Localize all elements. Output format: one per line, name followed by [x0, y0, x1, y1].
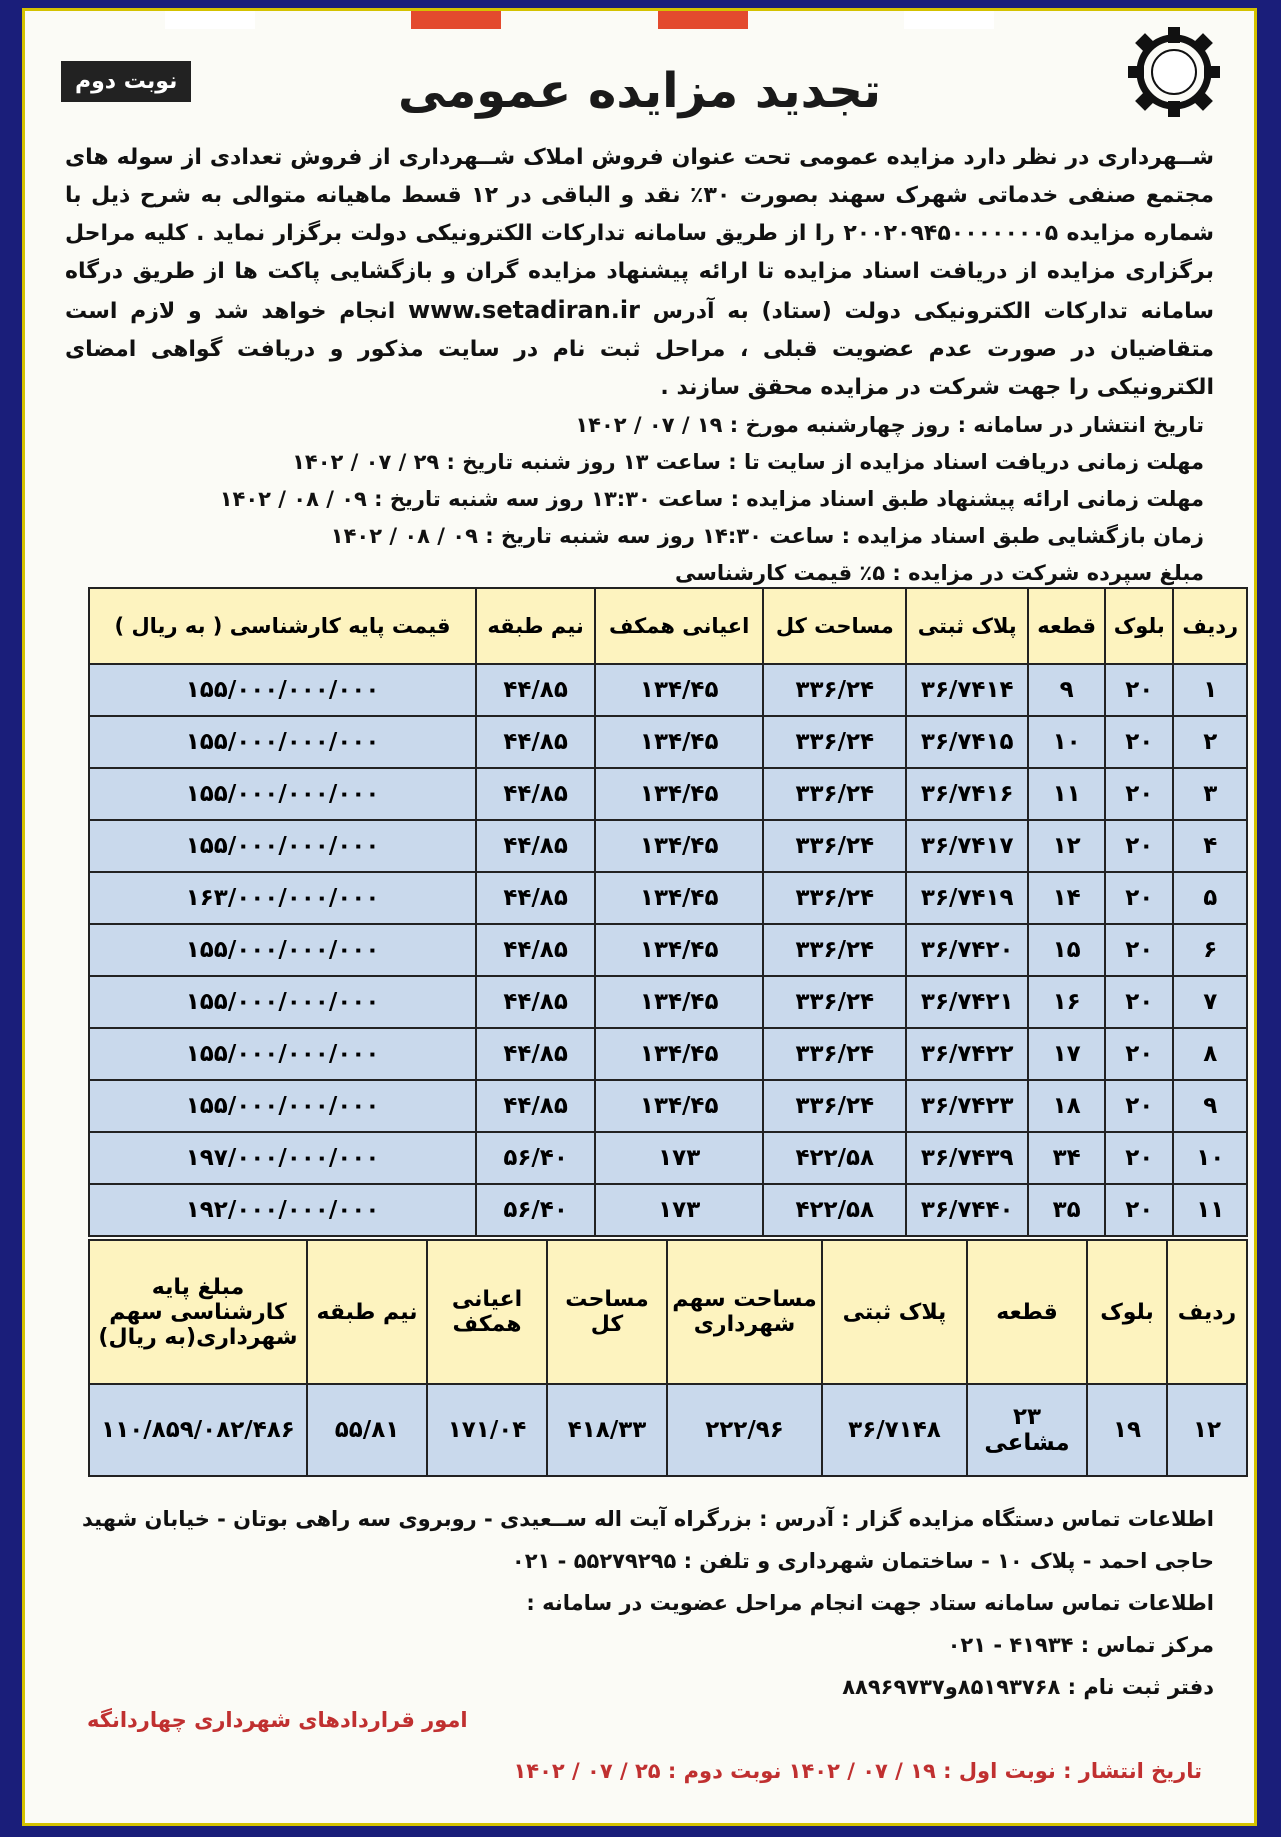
table-cell: ۳۶/۷۴۱۵	[906, 716, 1028, 768]
properties-table-body	[89, 664, 1247, 1236]
table-cell: ۳۶/۷۴۱۴	[906, 664, 1028, 716]
table-cell: ۱۶	[1028, 976, 1105, 1028]
table-cell: ۱۳۴/۴۵	[595, 872, 763, 924]
col-block: بلوک	[1087, 1240, 1167, 1384]
table-cell: ۳۳۶/۲۴	[763, 820, 906, 872]
table-cell: ۲۰	[1105, 664, 1173, 716]
table-cell: ۵۶/۴۰	[476, 1184, 595, 1236]
table-cell: ۴۱۸/۳۳	[547, 1384, 667, 1476]
table-cell: ۳۳۶/۲۴	[763, 1080, 906, 1132]
table-cell: ۲۰	[1105, 1028, 1173, 1080]
info-offer-deadline: مهلت زمانی ارائه پیشنهاد طبق اسناد مزایده : ساعت ۱۳:۳۰ روز سه شنبه تاریخ : ۰۹ / ۰۸ / ۱۴۰۲	[219, 487, 1204, 511]
table-cell: ۳۶/۷۴۲۰	[906, 924, 1028, 976]
table-cell: ۲۰	[1105, 820, 1173, 872]
col-ground-floor: اعیانی همکف	[427, 1240, 547, 1384]
table-cell: ۵۵/۸۱	[307, 1384, 427, 1476]
col-registry-plate: پلاک ثبتی	[906, 588, 1028, 664]
table-row	[89, 1028, 1247, 1080]
notice-frame	[22, 8, 1257, 1826]
table-cell: ۱۲	[1167, 1384, 1247, 1476]
table-row	[89, 664, 1247, 716]
table-cell: ۴۴/۸۵	[476, 820, 595, 872]
table-cell: ۱۷۳	[595, 1184, 763, 1236]
col-row-number: ردیف	[1173, 588, 1247, 664]
col-row-number: ردیف	[1167, 1240, 1247, 1384]
table-cell: ۳۶/۷۴۳۹	[906, 1132, 1028, 1184]
table-row	[89, 820, 1247, 872]
table-row	[89, 924, 1247, 976]
table-row	[89, 716, 1247, 768]
table-cell: ۳۶/۷۴۴۰	[906, 1184, 1028, 1236]
table-row	[89, 976, 1247, 1028]
website-link[interactable]: www.setadiran.ir	[407, 296, 640, 324]
table-cell: ۴۴/۸۵	[476, 872, 595, 924]
table-cell: ۳۶/۷۴۱۷	[906, 820, 1028, 872]
table-row	[89, 1184, 1247, 1236]
table-row	[89, 1384, 1247, 1476]
table-cell: ۱۱	[1028, 768, 1105, 820]
color-block	[165, 11, 255, 29]
table-cell: ۹	[1028, 664, 1105, 716]
table-cell: ۴۴/۸۵	[476, 924, 595, 976]
table-cell: ۲۰	[1105, 1132, 1173, 1184]
contact-registration-office: دفتر ثبت نام : ۸۵۱۹۳۷۶۸و۸۸۹۶۹۷۳۷	[842, 1675, 1214, 1699]
table-cell: ۱۱	[1173, 1184, 1247, 1236]
table-cell: ۱۳۴/۴۵	[595, 820, 763, 872]
intro-paragraph	[65, 139, 1214, 407]
color-block	[411, 11, 501, 29]
table-cell: ۱۵۵/۰۰۰/۰۰۰/۰۰۰	[89, 820, 476, 872]
table-cell: ۳	[1173, 768, 1247, 820]
table-header-row	[89, 1240, 1247, 1384]
table-cell: ۵۶/۴۰	[476, 1132, 595, 1184]
intro-text-2: انجام خواهد شد و لازم است متقاضیان در صورت عدم عضویت قبلی ، مراحل ثبت نام در سایت مذکور و دریافت گواهی امضای الکترونیکی را جهت شرکت در مزایده محقق سازند .	[65, 299, 1214, 400]
table-cell: ۱۹۲/۰۰۰/۰۰۰/۰۰۰	[89, 1184, 476, 1236]
table-cell: ۱۴	[1028, 872, 1105, 924]
col-mezzanine: نیم طبقه	[307, 1240, 427, 1384]
table-cell: ۲۰	[1105, 976, 1173, 1028]
table-cell: ۳۶/۷۱۴۸	[822, 1384, 967, 1476]
table-cell: ۴۴/۸۵	[476, 1080, 595, 1132]
table-cell: ۱۵۵/۰۰۰/۰۰۰/۰۰۰	[89, 976, 476, 1028]
table-header-row	[89, 588, 1247, 664]
col-municipal-share-area: مساحت سهم شهرداری	[667, 1240, 822, 1384]
table-cell: ۳۶/۷۴۲۱	[906, 976, 1028, 1028]
contact-info	[65, 1498, 1214, 1708]
page-title: تجدید مزایده عمومی	[398, 63, 881, 119]
col-total-area: مساحت کل	[547, 1240, 667, 1384]
table-cell: ۹	[1173, 1080, 1247, 1132]
table-cell: ۵	[1173, 872, 1247, 924]
table-cell: ۳۳۶/۲۴	[763, 768, 906, 820]
table-cell: ۱۷۱/۰۴	[427, 1384, 547, 1476]
table-cell: ۲۰	[1105, 716, 1173, 768]
table-cell: ۲۰	[1105, 924, 1173, 976]
color-block	[658, 11, 748, 29]
table-cell: ۳۶/۷۴۱۶	[906, 768, 1028, 820]
table-cell: ۲۲۲/۹۶	[667, 1384, 822, 1476]
table-cell: ۱۹۷/۰۰۰/۰۰۰/۰۰۰	[89, 1132, 476, 1184]
table-cell: ۴۴/۸۵	[476, 664, 595, 716]
col-mezzanine: نیم طبقه	[476, 588, 595, 664]
table-cell: ۶	[1173, 924, 1247, 976]
table-cell: ۱۵۵/۰۰۰/۰۰۰/۰۰۰	[89, 1080, 476, 1132]
table-cell: ۱۵۵/۰۰۰/۰۰۰/۰۰۰	[89, 664, 476, 716]
round-badge: نوبت دوم	[61, 61, 191, 102]
shared-property-table-body	[89, 1384, 1247, 1476]
info-doc-deadline: مهلت زمانی دریافت اسناد مزایده از سایت تا : ساعت ۱۳ روز شنبه تاریخ : ۲۹ / ۰۷ / ۱۴۰۲	[292, 450, 1204, 474]
table-cell: ۳۳۶/۲۴	[763, 872, 906, 924]
table-row	[89, 1132, 1247, 1184]
properties-table	[88, 587, 1248, 1237]
table-cell: ۳۳۶/۲۴	[763, 716, 906, 768]
table-cell: ۴۴/۸۵	[476, 716, 595, 768]
info-opening-time: زمان بازگشایی طبق اسناد مزایده : ساعت ۱۴:۳۰ روز سه شنبه تاریخ : ۰۹ / ۰۸ / ۱۴۰۲	[330, 524, 1204, 548]
table-cell: ۴	[1173, 820, 1247, 872]
table-row	[89, 768, 1247, 820]
table-cell: ۱۵۵/۰۰۰/۰۰۰/۰۰۰	[89, 924, 476, 976]
table-cell: ۱۰	[1028, 716, 1105, 768]
table-cell: ۱۳۴/۴۵	[595, 976, 763, 1028]
info-publish-date: تاریخ انتشار در سامانه : روز چهارشنبه مورخ : ۱۹ / ۰۷ / ۱۴۰۲	[575, 413, 1204, 437]
table-cell: ۱۳۴/۴۵	[595, 1080, 763, 1132]
table-cell: ۱۳۴/۴۵	[595, 768, 763, 820]
table-cell: ۲۰	[1105, 1080, 1173, 1132]
table-cell: ۱۵۵/۰۰۰/۰۰۰/۰۰۰	[89, 768, 476, 820]
table-cell: ۴۴/۸۵	[476, 768, 595, 820]
publish-dates: تاریخ انتشار : نوبت اول : ۱۹ / ۰۷ / ۱۴۰۲ نوبت دوم : ۲۵ / ۰۷ / ۱۴۰۲	[513, 1759, 1202, 1783]
table-cell: ۴۲۲/۵۸	[763, 1184, 906, 1236]
contact-call-center: مرکز تماس : ۴۱۹۳۴ - ۰۲۱	[947, 1633, 1214, 1657]
table-cell: ۱۹	[1087, 1384, 1167, 1476]
col-total-area: مساحت کل	[763, 588, 906, 664]
table-cell: ۷	[1173, 976, 1247, 1028]
table-cell: ۱۱۰/۸۵۹/۰۸۲/۴۸۶	[89, 1384, 307, 1476]
table-cell: ۱۳۴/۴۵	[595, 716, 763, 768]
table-cell: ۳۳۶/۲۴	[763, 924, 906, 976]
table-cell: ۱۰	[1173, 1132, 1247, 1184]
table-cell: ۱۷	[1028, 1028, 1105, 1080]
color-strip	[165, 11, 994, 33]
table-cell: ۳۶/۷۴۱۹	[906, 872, 1028, 924]
col-lot: قطعه	[1028, 588, 1105, 664]
table-cell: ۱۵	[1028, 924, 1105, 976]
table-cell: ۱۲	[1028, 820, 1105, 872]
table-cell: ۳۶/۷۴۲۲	[906, 1028, 1028, 1080]
table-row	[89, 1080, 1247, 1132]
table-cell: ۱۸	[1028, 1080, 1105, 1132]
table-cell: ۳۳۶/۲۴	[763, 1028, 906, 1080]
table-cell: ۲۳ مشاعی	[967, 1384, 1087, 1476]
color-block	[904, 11, 994, 29]
table-cell: ۳۴	[1028, 1132, 1105, 1184]
table-cell: ۳۳۶/۲۴	[763, 664, 906, 716]
col-base-price: قیمت پایه کارشناسی ( به ریال )	[89, 588, 476, 664]
col-ground-floor: اعیانی همکف	[595, 588, 763, 664]
table-cell: ۳۳۶/۲۴	[763, 976, 906, 1028]
table-cell: ۴۴/۸۵	[476, 1028, 595, 1080]
col-registry-plate: پلاک ثبتی	[822, 1240, 967, 1384]
table-cell: ۲۰	[1105, 768, 1173, 820]
table-cell: ۳۵	[1028, 1184, 1105, 1236]
table-cell: ۱۶۳/۰۰۰/۰۰۰/۰۰۰	[89, 872, 476, 924]
table-cell: ۱	[1173, 664, 1247, 716]
contact-address: اطلاعات تماس دستگاه مزایده گزار : آدرس : بزرگراه آیت اله ســعیدی - روبروی سه راهی بوتان - خیابان شهید حاجی احمد - پلاک ۱۰ - ساختمان شهرداری و تلفن : ۵۵۲۷۹۲۹۵ - ۰۲۱	[82, 1507, 1214, 1573]
table-cell: ۲۰	[1105, 872, 1173, 924]
col-base-price: مبلغ پایه کارشناسی سهم شهرداری(به ریال)	[89, 1240, 307, 1384]
col-block: بلوک	[1105, 588, 1173, 664]
table-cell: ۸	[1173, 1028, 1247, 1080]
info-deposit: مبلغ سپرده شرکت در مزایده : ۵٪ قیمت کارشناسی	[674, 561, 1204, 585]
table-cell: ۱۳۴/۴۵	[595, 924, 763, 976]
table-cell: ۱۳۴/۴۵	[595, 1028, 763, 1080]
table-cell: ۲۰	[1105, 1184, 1173, 1236]
intro-text-1: شــهرداری در نظر دارد مزایده عمومی تحت عنوان فروش املاک شــهرداری از فروش تعدادی از سوله های مجتمع صنفی خدماتی شهرک سهند بصورت ۳۰٪ نقد و الباقی در ۱۲ قسط ماهیانه متوالی به شرح ذیل با شماره مزایده ۲۰۰۲۰۹۴۵۰۰۰۰۰۰۰۵ را از طریق سامانه تدارکات الکترونیکی دولت برگزار نماید . کلیه مراحل برگزاری مزایده از دریافت اسناد مزایده تا ارائه پیشنهاد مزایده گران و بازگشایی پاکت ها از طریق درگاه سامانه تدارکات الکترونیکی دولت (ستاد) به آدرس	[65, 145, 1215, 324]
table-cell: ۴۲۲/۵۸	[763, 1132, 906, 1184]
col-lot: قطعه	[967, 1240, 1087, 1384]
table-cell: ۳۶/۷۴۲۳	[906, 1080, 1028, 1132]
table-row	[89, 872, 1247, 924]
table-cell: ۱۵۵/۰۰۰/۰۰۰/۰۰۰	[89, 1028, 476, 1080]
table-cell: ۱۵۵/۰۰۰/۰۰۰/۰۰۰	[89, 716, 476, 768]
table-cell: ۲	[1173, 716, 1247, 768]
table-cell: ۱۷۳	[595, 1132, 763, 1184]
shared-property-table	[88, 1239, 1248, 1477]
contact-setad-heading: اطلاعات تماس سامانه ستاد جهت انجام مراحل عضویت در سامانه :	[526, 1591, 1214, 1615]
table-cell: ۱۳۴/۴۵	[595, 664, 763, 716]
signature: امور قراردادهای شهرداری چهاردانگه	[87, 1708, 468, 1732]
notice-body	[65, 139, 1214, 592]
table-cell: ۴۴/۸۵	[476, 976, 595, 1028]
